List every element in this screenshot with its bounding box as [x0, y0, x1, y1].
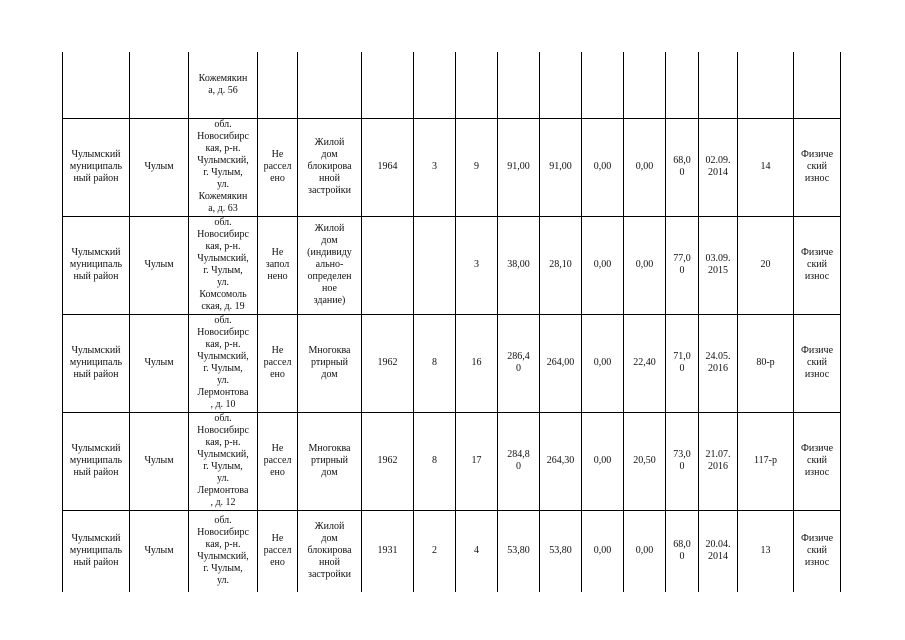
cell-address: обл. Новосибирс кая, р-н. Чулымский, г. Чулым, ул. Кожемякин а, д. 63 — [189, 118, 258, 216]
cell-house-type: Жилой дом блокирова нной застройки — [298, 118, 362, 216]
cell-doc-no: 80-р — [738, 314, 794, 412]
cell-address: обл. Новосибирс кая, р-н. Чулымский, г. Чулым, ул. Комсомоль ская, д. 19 — [189, 216, 258, 314]
cell-municipality: Чулымский муниципаль ный район — [63, 118, 130, 216]
cell-wear: 68,0 0 — [666, 118, 699, 216]
cell-reason: Физиче ский износ — [794, 510, 841, 592]
cell-area-living: 264,00 — [540, 314, 582, 412]
cell-municipality: Чулымский муниципаль ный район — [63, 510, 130, 592]
cell-doc-no — [738, 52, 794, 118]
cell-doc-no: 20 — [738, 216, 794, 314]
cell-address: обл. Новосибирс кая, р-н. Чулымский, г. Чулым, ул. Лермонтова , д. 12 — [189, 412, 258, 510]
cell-municipality: Чулымский муниципаль ный район — [63, 412, 130, 510]
cell-area-b — [624, 52, 666, 118]
cell-year: 1931 — [362, 510, 414, 592]
cell-area-a: 0,00 — [582, 412, 624, 510]
cell-house-type — [298, 52, 362, 118]
cell-area-b: 20,50 — [624, 412, 666, 510]
table-row — [63, 52, 841, 118]
cell-address: обл. Новосибирс кая, р-н. Чулымский, г. Чулым, ул. — [189, 510, 258, 592]
cell-reason: Физиче ский износ — [794, 412, 841, 510]
cell-area-living — [540, 52, 582, 118]
cell-apartments: 16 — [456, 314, 498, 412]
cell-area-a: 0,00 — [582, 510, 624, 592]
cell-year — [362, 52, 414, 118]
cell-floors — [414, 52, 456, 118]
cell-area-a: 0,00 — [582, 314, 624, 412]
cell-wear: 73,0 0 — [666, 412, 699, 510]
cell-doc-no: 13 — [738, 510, 794, 592]
cell-apartments: 9 — [456, 118, 498, 216]
emergency-housing-table — [62, 52, 841, 592]
cell-area-b: 0,00 — [624, 118, 666, 216]
cell-settlement: Чулым — [130, 216, 189, 314]
cell-apartments: 17 — [456, 412, 498, 510]
cell-floors: 3 — [414, 118, 456, 216]
cell-house-type: Жилой дом (индивиду ально- определен ное здание) — [298, 216, 362, 314]
cell-floors — [414, 216, 456, 314]
cell-date: 24.05. 2016 — [699, 314, 738, 412]
cell-area-living: 53,80 — [540, 510, 582, 592]
cell-date: 03.09. 2015 — [699, 216, 738, 314]
cell-settlement: Чулым — [130, 412, 189, 510]
cell-area-a: 0,00 — [582, 118, 624, 216]
cell-house-type: Многоква ртирный дом — [298, 412, 362, 510]
cell-year: 1964 — [362, 118, 414, 216]
cell-area-b: 0,00 — [624, 510, 666, 592]
cell-settlement: Чулым — [130, 510, 189, 592]
cell-reason: Физиче ский износ — [794, 216, 841, 314]
cell-floors: 8 — [414, 314, 456, 412]
cell-status: Не рассел ено — [258, 412, 298, 510]
cell-area-a: 0,00 — [582, 216, 624, 314]
cell-reason: Физиче ский износ — [794, 314, 841, 412]
cell-area-total: 38,00 — [498, 216, 540, 314]
cell-area-total: 53,80 — [498, 510, 540, 592]
cell-area-total: 91,00 — [498, 118, 540, 216]
cell-status — [258, 52, 298, 118]
cell-municipality — [63, 52, 130, 118]
cell-area-living: 91,00 — [540, 118, 582, 216]
cell-reason: Физиче ский износ — [794, 118, 841, 216]
cell-wear: 68,0 0 — [666, 510, 699, 592]
cell-status: Не запол нено — [258, 216, 298, 314]
cell-address: Кожемякин а, д. 56 — [189, 52, 258, 118]
cell-settlement — [130, 52, 189, 118]
cell-house-type: Многоква ртирный дом — [298, 314, 362, 412]
cell-area-total: 286,4 0 — [498, 314, 540, 412]
cell-apartments: 4 — [456, 510, 498, 592]
cell-settlement: Чулым — [130, 314, 189, 412]
cell-area-total — [498, 52, 540, 118]
cell-year — [362, 216, 414, 314]
cell-area-total: 284,8 0 — [498, 412, 540, 510]
cell-date: 02.09. 2014 — [699, 118, 738, 216]
cell-reason — [794, 52, 841, 118]
cell-wear — [666, 52, 699, 118]
cell-area-a — [582, 52, 624, 118]
cell-address: обл. Новосибирс кая, р-н. Чулымский, г. Чулым, ул. Лермонтова , д. 10 — [189, 314, 258, 412]
cell-apartments — [456, 52, 498, 118]
table-row — [63, 510, 841, 592]
cell-floors: 8 — [414, 412, 456, 510]
table-row — [63, 314, 841, 412]
table-row — [63, 412, 841, 510]
cell-date — [699, 52, 738, 118]
cell-area-living: 28,10 — [540, 216, 582, 314]
cell-apartments: 3 — [456, 216, 498, 314]
cell-doc-no: 117-р — [738, 412, 794, 510]
cell-area-b: 0,00 — [624, 216, 666, 314]
cell-doc-no: 14 — [738, 118, 794, 216]
cell-wear: 71,0 0 — [666, 314, 699, 412]
table-row — [63, 118, 841, 216]
table-row — [63, 216, 841, 314]
cell-area-b: 22,40 — [624, 314, 666, 412]
cell-floors: 2 — [414, 510, 456, 592]
cell-settlement: Чулым — [130, 118, 189, 216]
cell-status: Не рассел ено — [258, 510, 298, 592]
cell-date: 21.07. 2016 — [699, 412, 738, 510]
cell-area-living: 264,30 — [540, 412, 582, 510]
cell-house-type: Жилой дом блокирова нной застройки — [298, 510, 362, 592]
cell-municipality: Чулымский муниципаль ный район — [63, 314, 130, 412]
cell-wear: 77,0 0 — [666, 216, 699, 314]
cell-status: Не рассел ено — [258, 118, 298, 216]
cell-year: 1962 — [362, 412, 414, 510]
cell-year: 1962 — [362, 314, 414, 412]
cell-municipality: Чулымский муниципаль ный район — [63, 216, 130, 314]
cell-date: 20.04. 2014 — [699, 510, 738, 592]
cell-status: Не рассел ено — [258, 314, 298, 412]
